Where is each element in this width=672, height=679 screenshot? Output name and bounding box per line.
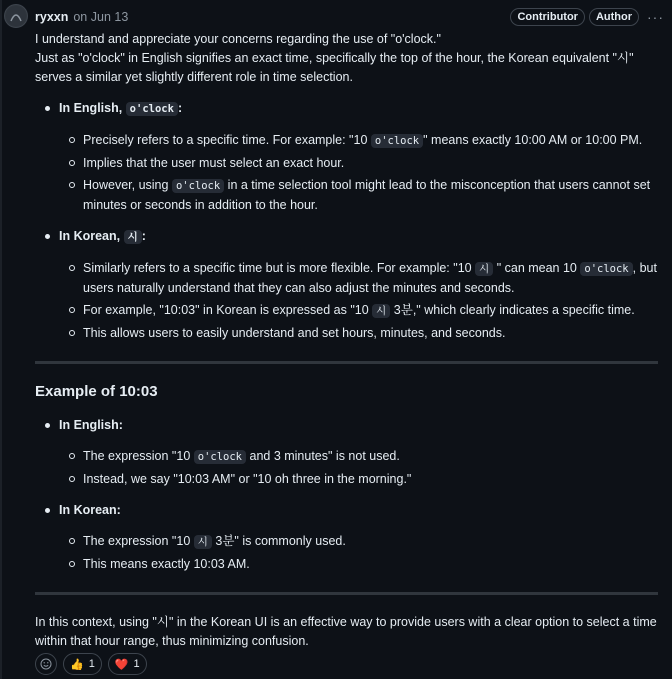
list-item: However, using o'clock in a time selection tool might lead to the misconception that users cannot set minutes or seconds in addition to the hour. xyxy=(35,176,658,215)
list-item: The expression "10 o'clock and 3 minutes" is not used. xyxy=(35,447,658,467)
inline-code: o'clock xyxy=(172,179,224,193)
avatar[interactable] xyxy=(4,4,28,28)
intro-line-2: Just as "o'clock" in English signifies an exact time, specifically the top of the hour, the Korean equivalent "시" serves a similar yet slightly different role in time selection. xyxy=(35,51,634,84)
list-item: Instead, we say "10:03 AM" or "10 oh three in the morning." xyxy=(35,470,658,489)
reaction-count: 1 xyxy=(133,658,140,670)
example-heading: Example of 10:03 xyxy=(35,383,158,400)
comment-header xyxy=(35,6,664,28)
heart-reaction[interactable] xyxy=(108,653,147,675)
smiley-icon[interactable] xyxy=(35,653,57,675)
list-item: This allows users to easily understand and set hours, minutes, and seconds. xyxy=(35,324,658,343)
inline-code: 시 xyxy=(475,262,493,276)
inline-code: o'clock xyxy=(194,450,246,464)
inline-code: 시 xyxy=(124,230,142,244)
contributor-badge: Contributor xyxy=(510,8,584,26)
heart-icon: ❤️ xyxy=(114,658,129,671)
reaction-count: 1 xyxy=(88,658,95,670)
comment-body xyxy=(35,30,658,651)
comment-date[interactable]: on Jun 13 xyxy=(73,10,129,24)
list-item: Precisely refers to a specific time. For example: "10 o'clock " means exactly 10:00 AM or 10:00 PM. xyxy=(35,131,658,151)
list-item: Implies that the user must select an exact hour. xyxy=(35,154,658,173)
korean-example-heading: In Korean: xyxy=(35,501,658,520)
kebab-horizontal-icon[interactable]: ··· xyxy=(647,9,664,25)
list-item: The expression "10 시 3분" is commonly used. xyxy=(35,532,658,552)
timeline-rail xyxy=(0,0,2,679)
author-badge: Author xyxy=(589,8,639,26)
list-item: Similarly refers to a specific time but is more flexible. For example: "10 시 " can mean 10 o'clock , but users naturally understand that they can also adjust the minutes and seconds. xyxy=(35,259,658,298)
reactions-bar xyxy=(35,653,147,675)
english-example-heading: In English: xyxy=(35,416,658,435)
inline-code: o'clock xyxy=(126,102,178,116)
english-heading: In English, o'clock : xyxy=(35,99,658,119)
list-item: This means exactly 10:03 AM. xyxy=(35,555,658,574)
thumbs-up-reaction[interactable] xyxy=(63,653,102,675)
inline-code: 시 xyxy=(372,304,390,318)
author-name[interactable]: ryxxn xyxy=(35,10,69,24)
inline-code: o'clock xyxy=(580,262,632,276)
avatar-image xyxy=(5,5,27,27)
inline-code: o'clock xyxy=(371,134,423,148)
conclusion-text: In this context, using "시" in the Korean UI is an effective way to provide users with a clear option to select a time within that hour range, thus minimizing confusion. xyxy=(35,615,657,648)
list-item: For example, "10:03" in Korean is expressed as "10 시 3분," which clearly indicates a specific time. xyxy=(35,301,658,321)
thumbs-up-icon: 👍 xyxy=(70,658,84,671)
korean-heading: In Korean, 시 : xyxy=(35,227,658,247)
intro-line-1: I understand and appreciate your concerns regarding the use of "o'clock." xyxy=(35,32,441,46)
inline-code: 시 xyxy=(194,535,212,549)
